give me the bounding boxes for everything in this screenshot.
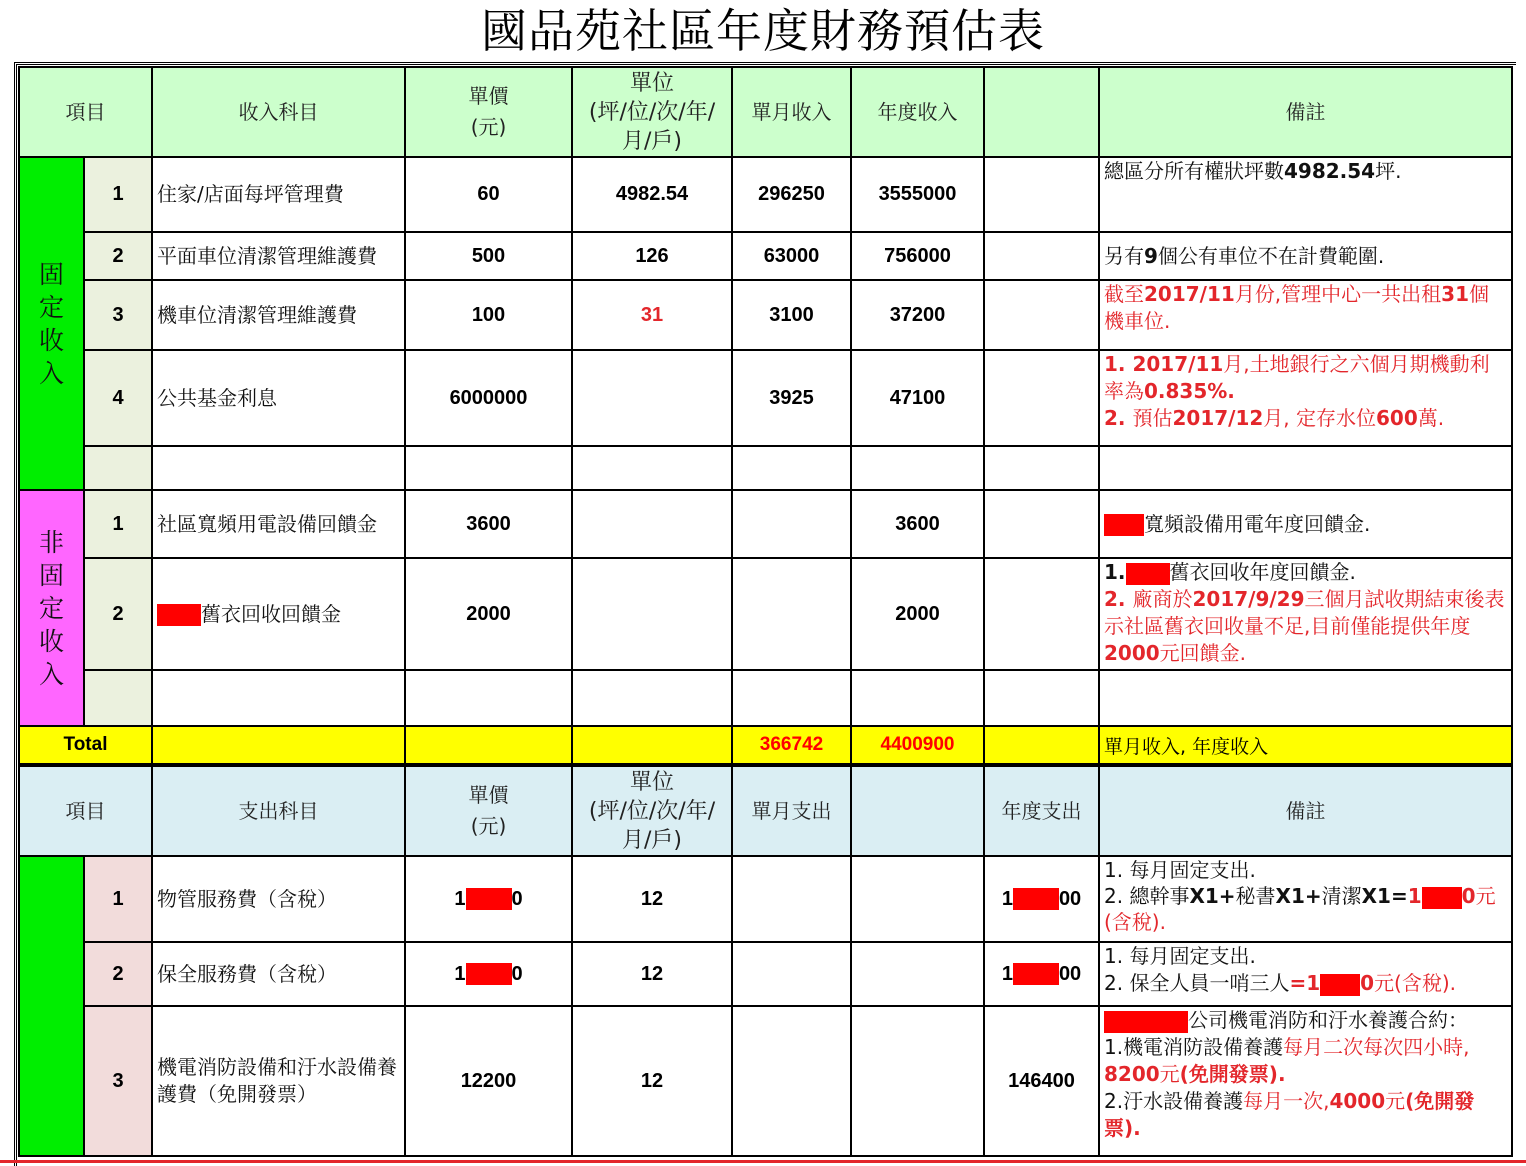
note-text: 1: [1407, 884, 1422, 908]
note-text: (免開發票).: [1104, 1089, 1475, 1140]
note-text: 4982.54: [1284, 159, 1376, 183]
note-text: 截至: [1104, 282, 1144, 306]
expense-header-unit: 單位 (坪/位/次/年/ 月/戶): [572, 766, 732, 856]
redaction-mark: [1013, 963, 1059, 985]
monthly-expense: [732, 942, 851, 1006]
expense-category: [19, 856, 84, 1156]
row-index: [84, 670, 152, 726]
note-text: 月,土地銀行之六個月期機動利率為: [1104, 352, 1490, 403]
note-text: 元: [1159, 1062, 1180, 1086]
monthly-income: 63000: [732, 232, 851, 280]
monthly-income: [732, 490, 851, 558]
unit-price: 60: [405, 157, 572, 232]
note-text: 另有: [1104, 243, 1144, 268]
unit-price: 3600: [405, 490, 572, 558]
redaction-mark: [1013, 888, 1059, 910]
unit-price: 12200: [405, 1006, 572, 1156]
note-text: 預估: [1132, 406, 1173, 430]
row-index: 1: [84, 490, 152, 558]
unit-count: [572, 490, 732, 558]
unit-price: 2000: [405, 558, 572, 670]
note-cell: [1099, 558, 1512, 670]
blank-cell: [984, 490, 1099, 558]
note-text: =1: [1289, 971, 1321, 995]
note-text: 萬.: [1417, 406, 1445, 430]
blank-cell: [984, 232, 1099, 280]
row-index: [84, 446, 152, 490]
empty-cell: [851, 446, 984, 490]
annual-text: 00: [1058, 887, 1082, 910]
nonfixed-income-label: 非固定收入: [38, 527, 64, 689]
redaction-mark: [1104, 514, 1144, 536]
note-cell: [1099, 1006, 1512, 1156]
note-text: 坪.: [1375, 159, 1402, 183]
expense-subject: 保全服務費（含稅）: [152, 942, 405, 1006]
blank-cell: [984, 558, 1099, 670]
empty-cell: [851, 670, 984, 726]
table-row: [19, 280, 1512, 350]
row-index: 3: [84, 280, 152, 350]
monthly-income: 296250: [732, 157, 851, 232]
nonfixed-income-category: [19, 490, 84, 726]
income-header-unit: 單位 (坪/位/次/年/ 月/戶): [572, 67, 732, 157]
blank-cell: [851, 942, 984, 1006]
table-row: [19, 856, 1512, 942]
income-header-annual: 年度收入: [851, 67, 984, 157]
annual-income: 3600: [851, 490, 984, 558]
note-text: 2017/11: [1144, 282, 1235, 306]
table-row: [19, 942, 1512, 1006]
note-text: 秘書: [1235, 884, 1276, 908]
monthly-income: 3925: [732, 350, 851, 446]
total-empty: [984, 726, 1099, 764]
note-cell: [1099, 157, 1512, 232]
note-cell: [1099, 942, 1512, 1006]
page-title: 國品苑社區年度財務預估表: [481, 4, 1045, 58]
note-text: 9: [1144, 243, 1158, 268]
note-text: 個機車位.: [1104, 282, 1490, 333]
income-subject: [152, 558, 405, 670]
note-text: 600: [1376, 406, 1418, 430]
monthly-income: [732, 558, 851, 670]
note-text: 0.835%.: [1144, 379, 1235, 403]
blank-cell: [851, 1006, 984, 1156]
unit-count: 31: [572, 280, 732, 350]
income-subject: 社區寬頻用電設備回饋金: [152, 490, 405, 558]
note-text: 31: [1441, 282, 1470, 306]
table-row: [19, 1006, 1512, 1156]
note-text: X1+: [1189, 884, 1236, 908]
expense-header-row: [19, 766, 1512, 856]
total-empty: [152, 726, 405, 764]
table-row: [19, 232, 1512, 280]
note-text: 1.機電消防設備養護: [1104, 1035, 1284, 1059]
empty-cell: [405, 670, 572, 726]
note-text: 0: [1360, 971, 1375, 995]
expense-header-annual: 年度支出: [984, 766, 1099, 856]
income-header-blank: [984, 67, 1099, 157]
note-text: 總區分所有權狀坪數: [1104, 159, 1284, 183]
table-row: [19, 670, 1512, 726]
empty-cell: [572, 670, 732, 726]
income-table: [18, 66, 1513, 765]
unit-count: 12: [572, 856, 732, 942]
annual-text: 1: [1001, 887, 1013, 910]
monthly-expense: [732, 856, 851, 942]
expense-header-unit-price: 單價 (元): [405, 766, 572, 856]
expense-header-subject: 支出科目: [152, 766, 405, 856]
note-text: 寬頻設備用電年度回饋金.: [1144, 511, 1371, 536]
note-text: 舊衣回收年度回饋金.: [1169, 560, 1356, 584]
monthly-expense: [732, 1006, 851, 1156]
row-index: 2: [84, 942, 152, 1006]
income-header-subject: 收入科目: [152, 67, 405, 157]
total-empty: [572, 726, 732, 764]
note-text: 元(含稅).: [1104, 884, 1496, 934]
expense-subject: 機電消防設備和汙水設備養護費（免開發票）: [152, 1006, 405, 1156]
redaction-mark: [1126, 563, 1170, 585]
unit-price: 500: [405, 232, 572, 280]
note-text: 元: [1385, 1089, 1406, 1113]
note-text: 月, 定存水位: [1263, 406, 1377, 430]
income-subject: 平面車位清潔管理維護費: [152, 232, 405, 280]
expense-header-notes: 備註: [1099, 766, 1512, 856]
annual-expense: 146400: [984, 1006, 1099, 1156]
row-index: 2: [84, 558, 152, 670]
unit-price: 6000000: [405, 350, 572, 446]
note-text: 2.: [1104, 587, 1133, 611]
note-text: 4000: [1329, 1089, 1386, 1113]
note-text: 公司機電消防和汙水養護合約：: [1188, 1008, 1468, 1032]
row-index: 1: [84, 157, 152, 232]
empty-cell: [984, 446, 1099, 490]
note-text: 1. 每月固定支出.: [1104, 944, 1256, 968]
empty-cell: [732, 670, 851, 726]
note-text: 月份,管理中心一共出租: [1234, 282, 1442, 306]
monthly-income: 3100: [732, 280, 851, 350]
unit-price: 100: [405, 280, 572, 350]
row-index: 2: [84, 232, 152, 280]
table-row: [19, 446, 1512, 490]
note-text: X1=: [1361, 884, 1408, 908]
note-text: 2.: [1104, 406, 1133, 430]
income-header-notes: 備註: [1099, 67, 1512, 157]
unit-count: 4982.54: [572, 157, 732, 232]
expense-header-blank: [851, 766, 984, 856]
fixed-income-label: 固定收入: [38, 259, 64, 388]
empty-cell: [1099, 446, 1512, 490]
note-cell: [1099, 280, 1512, 350]
unit-count: [572, 350, 732, 446]
empty-cell: [152, 670, 405, 726]
unit-count: 12: [572, 1006, 732, 1156]
note-text: 清潔: [1321, 884, 1362, 908]
income-header-unit-price: 單價 (元): [405, 67, 572, 157]
income-header-item: 項目: [19, 67, 152, 157]
expense-header-item: 項目: [19, 766, 152, 856]
total-annual: 4400900: [851, 726, 984, 764]
note-text: X1+: [1275, 884, 1322, 908]
income-header-monthly: 單月收入: [732, 67, 851, 157]
row-index: 3: [84, 1006, 152, 1156]
total-note: 單月收入, 年度收入: [1099, 726, 1512, 764]
table-row: [19, 490, 1512, 558]
expense-subject: 物管服務費（含稅）: [152, 856, 405, 942]
note-text: 三個月試收期結束後表示社區舊衣回收量不足,目前僅能提供年度: [1104, 587, 1505, 638]
price-text: 1: [454, 962, 466, 985]
redaction-mark: [466, 888, 512, 910]
unit-price: [405, 856, 572, 942]
note-text: 2.汙水設備養護: [1104, 1089, 1244, 1113]
row-index: 4: [84, 350, 152, 446]
note-text: (免開發票).: [1179, 1062, 1286, 1086]
note-cell: [1099, 490, 1512, 558]
income-subject: 公共基金利息: [152, 350, 405, 446]
redaction-mark: [466, 963, 512, 985]
note-cell: [1099, 856, 1512, 942]
note-text: 個公有車位不在計費範圍.: [1157, 243, 1385, 268]
table-row: [19, 157, 1512, 232]
empty-cell: [984, 670, 1099, 726]
total-row: [19, 726, 1512, 764]
table-row: [19, 558, 1512, 670]
note-text: 2. 保全人員一哨三人: [1104, 971, 1290, 995]
income-subject: 機車位清潔管理維護費: [152, 280, 405, 350]
redaction-mark: [1320, 974, 1360, 996]
annual-text: 1: [1001, 962, 1013, 985]
income-header-row: [19, 67, 1512, 157]
annual-income: 3555000: [851, 157, 984, 232]
note-text: 2. 總幹事: [1104, 884, 1190, 908]
note-text: 2017/9/29: [1192, 587, 1305, 611]
price-text: 0: [511, 962, 523, 985]
annual-income: 2000: [851, 558, 984, 670]
empty-cell: [572, 446, 732, 490]
bottom-divider: [0, 1160, 1526, 1163]
blank-cell: [851, 856, 984, 942]
table-row: [19, 350, 1512, 446]
empty-cell: [152, 446, 405, 490]
note-text: 2017/12: [1172, 406, 1264, 430]
blank-cell: [984, 280, 1099, 350]
note-text: 元(含稅).: [1374, 971, 1457, 995]
note-text: 8200: [1104, 1062, 1160, 1086]
unit-count: [572, 558, 732, 670]
note-text: 1. 每月固定支出.: [1104, 858, 1256, 882]
note-text: 每月一次,: [1243, 1089, 1330, 1113]
annual-expense: [984, 856, 1099, 942]
expense-header-monthly: 單月支出: [732, 766, 851, 856]
note-text: 廠商於: [1132, 587, 1193, 611]
annual-income: 47100: [851, 350, 984, 446]
note-text: 1.: [1104, 560, 1126, 584]
note-text: 2000: [1104, 641, 1160, 665]
redaction-mark: [1422, 887, 1462, 909]
note-text: 1. 2017/11: [1104, 352, 1224, 376]
expense-table: [18, 765, 1513, 1157]
unit-price: [405, 942, 572, 1006]
note-cell: [1099, 232, 1512, 280]
redaction-mark: [157, 604, 201, 626]
blank-cell: [984, 157, 1099, 232]
unit-count: 12: [572, 942, 732, 1006]
annual-income: 37200: [851, 280, 984, 350]
row-index: 1: [84, 856, 152, 942]
empty-cell: [732, 446, 851, 490]
note-text: 元回饋金.: [1159, 641, 1247, 665]
annual-text: 00: [1058, 962, 1082, 985]
fixed-income-category: [19, 157, 84, 490]
annual-income: 756000: [851, 232, 984, 280]
redaction-mark: [1104, 1011, 1188, 1033]
blank-cell: [984, 350, 1099, 446]
note-text: 0: [1461, 884, 1476, 908]
empty-cell: [1099, 670, 1512, 726]
unit-count: 126: [572, 232, 732, 280]
total-label: Total: [19, 726, 152, 764]
income-subject-text: 舊衣回收回饋金: [201, 601, 341, 626]
annual-expense: [984, 942, 1099, 1006]
empty-cell: [405, 446, 572, 490]
note-text: 每月二次每次四小時,: [1283, 1035, 1470, 1059]
price-text: 0: [511, 887, 523, 910]
total-empty: [405, 726, 572, 764]
income-subject: 住家/店面每坪管理費: [152, 157, 405, 232]
total-monthly: 366742: [732, 726, 851, 764]
note-cell: [1099, 350, 1512, 446]
price-text: 1: [454, 887, 466, 910]
